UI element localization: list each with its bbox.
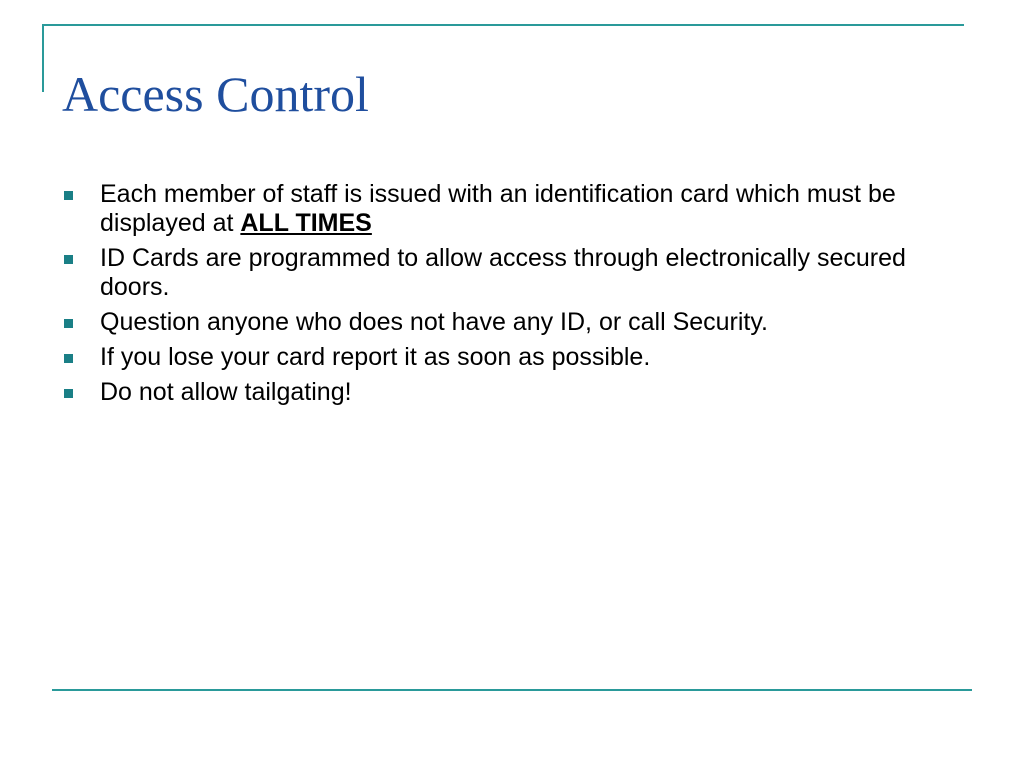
bullet-item — [62, 378, 962, 407]
bullet-text: Each member of staff is issued with an identification card which must be displayed at — [100, 180, 896, 237]
bullet-item — [62, 180, 962, 238]
square-bullet-icon — [64, 354, 73, 363]
slide-title: Access Control — [62, 66, 369, 122]
bullet-list — [62, 180, 962, 413]
bullet-item — [62, 244, 962, 302]
bullet-text: If you lose your card report it as soon as possible. — [100, 343, 651, 371]
square-bullet-icon — [64, 319, 73, 328]
bullet-item — [62, 343, 962, 372]
bullet-item — [62, 308, 962, 337]
frame-line-bottom — [52, 689, 972, 691]
bullet-text: Question anyone who does not have any ID, or call Security. — [100, 308, 768, 336]
square-bullet-icon — [64, 389, 73, 398]
square-bullet-icon — [64, 255, 73, 264]
bullet-text: ID Cards are programmed to allow access through electronically secured doors. — [100, 244, 906, 301]
frame-line-left — [42, 24, 44, 92]
frame-line-top — [42, 24, 964, 26]
bullet-text: Do not allow tailgating! — [100, 378, 352, 406]
square-bullet-icon — [64, 191, 73, 200]
bullet-emphasis: ALL TIMES — [240, 209, 372, 237]
